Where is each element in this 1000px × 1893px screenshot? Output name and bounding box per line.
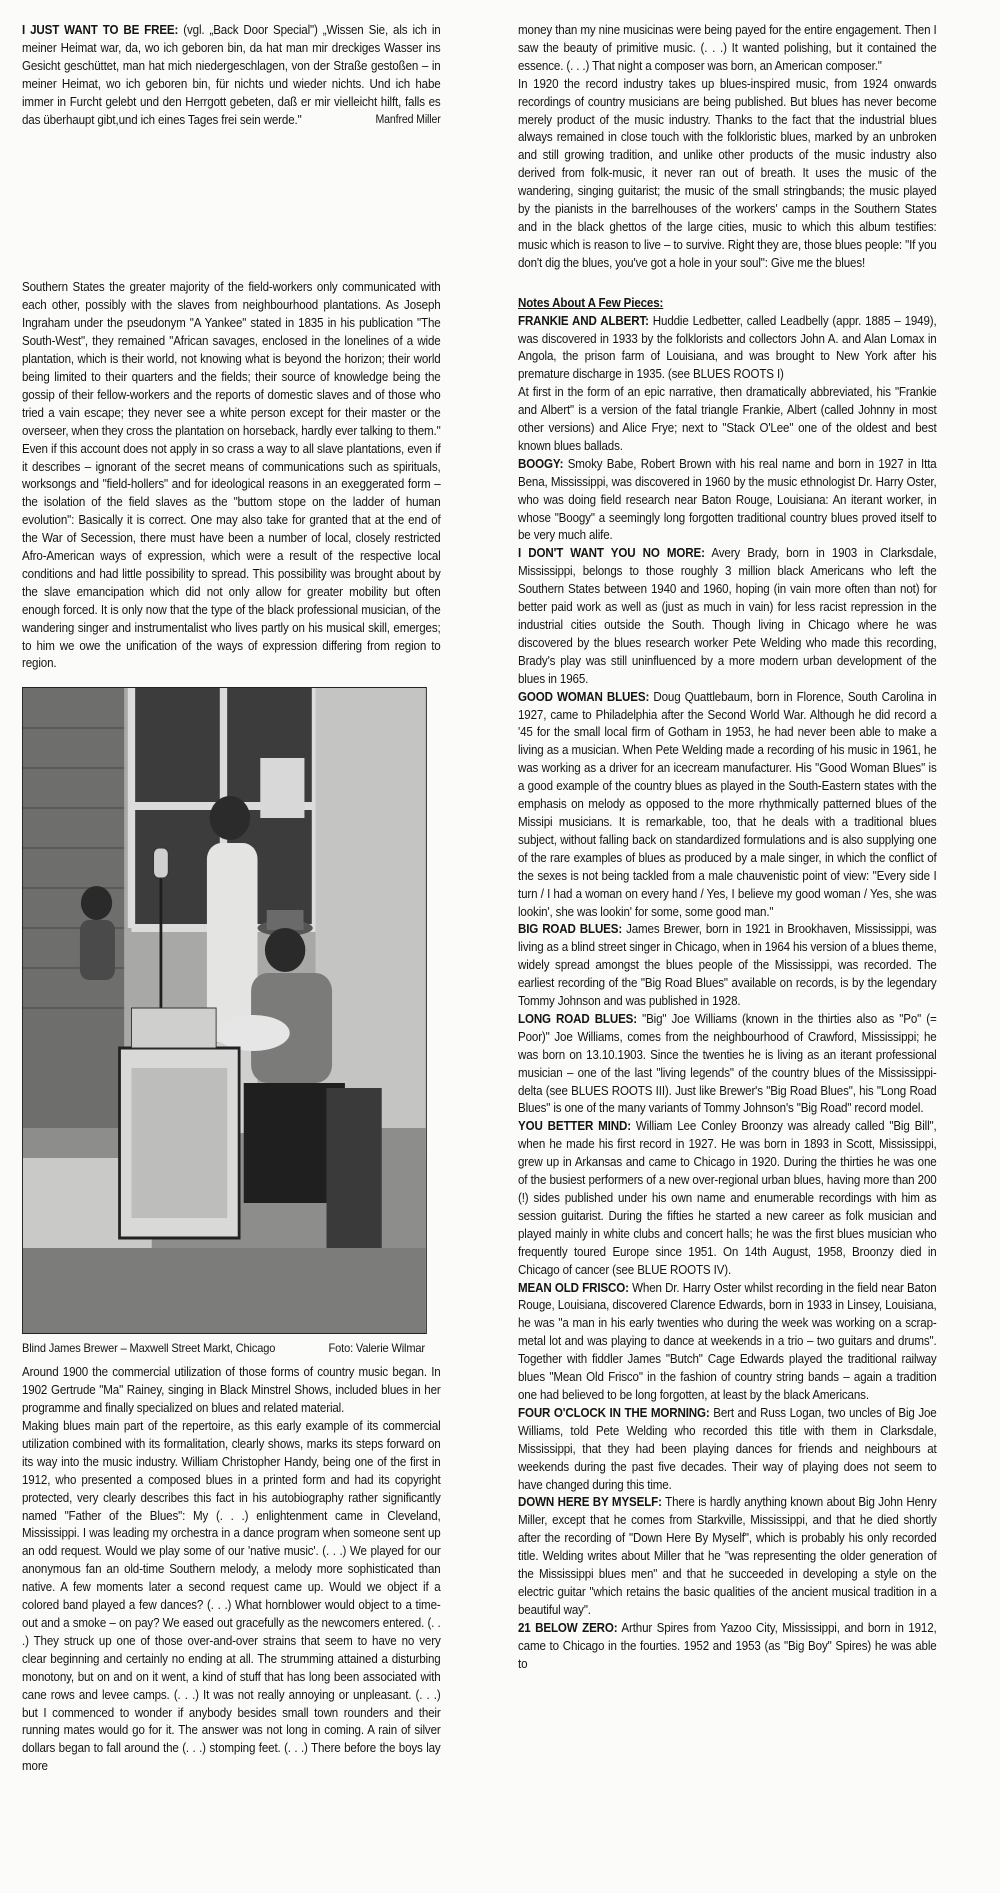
note-item bbox=[518, 1280, 937, 1405]
caption-text: Blind James Brewer – Maxwell Street Markt, Chicago bbox=[22, 1341, 276, 1356]
note-item bbox=[518, 1011, 937, 1118]
body-paragraph: Southern States the greater majority of the field-workers only communicated with each other, possibly with the slaves from neighbourhood plantations. As Joseph Ingraham under the pseudonym "A Yankee" stated in 1835 in his publication "The South-West", they remained "African savages, enclosed in the lonelines of a wide plantation, which is their world, not knowing what is beyond the horizon; their world being limited to their quarters and the fields; their source of knowledge being the gossip of their fellow-workers and the reports of domestic slaves and of those who tried a vain escape; they never see a white person except for their master or the overseer, when they cross the plantation on horseback, hardly ever talking to them." Even if this account does not apply in so crass a way to all slave plantations, even if it describes – ignorant of the secret means of communications such as spirituals, worksongs and "field-hollers" and for ideological reasons in an exeggerated form – the isolation of the field slaves as the "buttom stope on the ladder of human evolution": Basically it is correct. One may also take for granted that at the end of the War of Secession, there must have been a number of local, closely restricted Afro-American ways of expression, which were a result of the respective local conditions and had little possibility to spread. This possibility was brought about by the slave emancipation which did not only allow for greater mobility but often enough forced. It is only now that the type of the black professional musician, of the wandering singer and instrumentalist who lives partly on his musical skill, emerges; to him we owe the unification of the ways of expression differing from region to region. bbox=[22, 280, 441, 671]
note-text: James Brewer, born in 1921 in Brookhaven, Mississippi, was living as a blind street singer in Chicago, when in 1964 his version of a blues theme, widely spread amongst the blues people of the Mississippi, was recorded. The earliest recording of the "Big Road Blues" available on records, is by the legendary Tommy Johnson and was published in 1928. bbox=[518, 922, 937, 1009]
note-text: Avery Brady, born in 1903 in Clarksdale, Mississippi, belongs to those roughly 3 million black Americans who left the Southern States between 1940 and 1960, hoping (in vain more often than not) for better paid work as well as (just as much in vain) for less racist repression in the industrial cities outside the South. Though living in Chicago where he was discovered by the blues research worker Pete Welding who made this recording, Brady's play was still uninfluenced by a more modern urban development of the blues in 1965. bbox=[518, 546, 937, 686]
photo-caption bbox=[22, 1340, 425, 1358]
body-paragraph: Making blues main part of the repertoire, as this early example of its commercial utilization combined with its formalitation, clearly shows, marks its steps forward on its way into the music industry. William Christopher Handy, being one of the first in 1912, who presented a composed blues in a printed form and had its copyright protected, very clearly describes this fact in his autobiography rather significantly named "Father of the Blues": My (. . .) enlightenment came in Cleveland, Mississippi. I was leading my orchestra in a dance program when someone sent up an odd request. Would we play some of our 'native music'. (. . .) We played for our anonymous fan an old-time Southern melody, a melody more sophisticated than native. A few moments later a second request came up. Would we object if a colored band played a few dances? (. . .) What hornblower would object to a time-out and a smoke – on pay? We eased out gracefully as the newcomers entered. (. . .) They struck up one of those over-and-over strains that seem to have no very clear beginning and certainly no ending at all. The strumming attained a disturbing monotony, but on and on it went, a kind of stuff that has long been associated with cane rows and levee camps. (. . .) It was not really annoying or unpleasant. (. . .) but I commenced to wonder if anybody besides small town rounders and their running mates would go for it. The answer was not long in coming. A rain of silver dollars began to fall around the (. . .) stomping feet. (. . .) There before the boys lay more bbox=[22, 1419, 441, 1774]
note-item bbox=[518, 1620, 937, 1674]
body-paragraph: money than my nine musicinas were being payed for the entire engagement. Then I saw the beauty of primitive music. (. . .) It wanted polishing, but it contained the essence. (. . .) That night a composer was born, an American composer." bbox=[518, 23, 937, 73]
photo-block bbox=[22, 687, 425, 1358]
quote-lead: I JUST WANT TO BE FREE: bbox=[22, 23, 179, 37]
body-paragraph: Around 1900 the commercial utilization of those forms of country music began. In 1902 Gertrude "Ma" Rainey, singing in Black Minstrel Shows, included blues in her programme and finally specialized on blues and related material. bbox=[22, 1365, 441, 1416]
notes-title: Notes About A Few Pieces: bbox=[518, 295, 664, 310]
note-item bbox=[518, 1494, 937, 1619]
note-heading: FOUR O'CLOCK IN THE MORNING: bbox=[518, 1405, 710, 1420]
note-heading: LONG ROAD BLUES: bbox=[518, 1011, 637, 1026]
note-item bbox=[518, 689, 937, 922]
quote-text: (vgl. „Back Door Special") „Wissen Sie, als ich in meiner Heimat war, da, wo ich geboren bin, da hat man mir dreckiges Wasser ins Gesicht geschüttet, man hat mich niedergeschlagen, von der Straße gestoßen – in meiner Heimat, wo ich geboren bin, für nichts und wieder nichts. Und ich habe immer in Furcht gelebt und den Herrgott gebeten, daß er mir vielleicht hilft, falls es das überhaupt gibt,und ich eines Tages frei sein werde." bbox=[22, 23, 441, 127]
note-heading: FRANKIE AND ALBERT: bbox=[518, 313, 649, 328]
note-heading: MEAN OLD FRISCO: bbox=[518, 1280, 629, 1295]
german-quote bbox=[22, 22, 441, 129]
body-paragraph: In 1920 the record industry takes up blues-inspired music, from 1924 onwards recordings of country musicians are being published. But blues has never become merely product of the music industry. Thanks to the fact that the industrial blues always remained in close touch with the folkloristic blues, marked by an unbroken and still growing tradition, and unlike other products of the music industry also derived from folk-music, it never ran out of breath. It uses the music of the wandering, singing guitarist; the music of the small stringbands; the music played by the pianists in the barrelhouses of the workers' camps in the Southern States and in the black ghettos of the large cities, music to which this album testifies: music which is reason to live – to survive. Right they are, those blues people: "If you don't dig the blues, you've got a hole in your soul": Give me the blues! bbox=[518, 76, 937, 270]
left-column bbox=[22, 22, 441, 1776]
note-text: Arthur Spires from Yazoo City, Mississippi, and born in 1912, came to Chicago in the fourties. 1952 and 1953 (as "Big Boy" Spires) he was able to bbox=[518, 1620, 937, 1671]
note-heading: GOOD WOMAN BLUES: bbox=[518, 689, 650, 704]
note-heading: BIG ROAD BLUES: bbox=[518, 922, 623, 937]
note-item bbox=[518, 384, 937, 456]
photo-illustration bbox=[23, 688, 426, 1333]
quote-author: Manfred Miller bbox=[375, 113, 441, 126]
note-item bbox=[518, 1118, 937, 1279]
note-text: "Big" Joe Williams (known in the thirties also as "Po" (= Poor)" Joe Williams, comes from the neighbourhood of Crawford, Mississippi; he was born on 13.10.1903. Since the twenties he is living as an iterant professional musician – one of the last "living legends" of the country blues of the Mississippi-delta (see BLUES ROOTS III). Just like Brewer's "Big Road Blues", his "Long Road Blues" is one of the many variants of Tommy Johnson's "Big Road" record model. bbox=[518, 1011, 937, 1116]
note-text: There is hardly anything known about Big John Henry Miller, except that he comes from Starkville, Mississippi, and that he died shortly after the recording of "Down Here By Myself", which is probably his only recorded title. Welding writes about Miller that he "was representing the older generation of the Mississippi blues men" and that he succeeded in developing a style on the electric guitar "which retains the basic qualities of the ancient musical tradition in a beautiful way". bbox=[518, 1495, 937, 1617]
note-text: Huddie Ledbetter, called Leadbelly (appr. 1885 – 1949), was discovered in 1933 by the folklorists and collectors John A. and Alan Lomax in Angola, the prison farm of Louisiana, and was brought to New York after his premature discharge in 1935. (see BLUES ROOTS I) bbox=[518, 313, 937, 382]
note-item bbox=[518, 921, 937, 1011]
photo-credit: Foto: Valerie Wilmar bbox=[328, 1341, 425, 1356]
note-text: Bert and Russ Logan, two uncles of Big Joe Williams, told Pete Welding who recorded this title with them in Clarksdale, Mississippi, that they had been playing dances for friends and neighbours at weekends during the past five decades. Their way of playing does not seem to have changed during this time. bbox=[518, 1405, 937, 1492]
note-heading: DOWN HERE BY MYSELF: bbox=[518, 1495, 662, 1510]
note-text: William Lee Conley Broonzy was already called "Big Bill", when he made his first record in 1927. He was born in 1893 in Scott, Mississippi, grew up in Arkansas and came to Chicago in 1920. During the thirties he was one of the busiest performers of a new over-regional urban blues, having more than 200 (!) sides published under his own name and enumerable recordings with him as session guitarist. During the fifties he started a new career as folk musician and played mainly in white clubs and concert halls; he was the first blues musician who frequently toured Europe since 1951. On 14th August, 1958, Broonzy died in Chicago of cancer (see BLUE ROOTS IV). bbox=[518, 1119, 937, 1277]
note-heading: I DON'T WANT YOU NO MORE: bbox=[518, 546, 705, 561]
street-musician-photo bbox=[22, 687, 427, 1334]
note-heading: 21 BELOW ZERO: bbox=[518, 1620, 618, 1635]
notes-list bbox=[518, 313, 937, 1674]
note-item bbox=[518, 1405, 937, 1495]
note-heading: YOU BETTER MIND: bbox=[518, 1119, 631, 1134]
note-item bbox=[518, 545, 937, 688]
note-text: Doug Quattlebaum, born in Florence, South Carolina in 1927, came to Philadelphia after the Second World War. Although he did record a '45 for the small local firm of Gotham in 1953, he had never been able to make a living as a musician. When Pete Welding made a recording of his music in 1961, he was working as a driver for an icecream manufacturer. His "Good Woman Blues" is a good example of the country blues as played in the South-Eastern states with the emphasis on melody as opposed to the more rhythmically patterned blues of the Missipi musicians. It is remarkable, too, that he deals with a traditional blues subject, without falling back on standardized formulations and is also supplying one of the rare examples of blues as produced by a male singer, in which the conflict of the sexes is not being tackled from a male chauvenistic point of view: "Every side I turn / I had a woman on every hand / Yes, I believe my good woman / Yes, she was lookin', she was lookin' for some, some good man." bbox=[518, 689, 937, 919]
note-item bbox=[518, 456, 937, 546]
note-text: When Dr. Harry Oster whilst recording in the field near Baton Rouge, Louisiana, discovered Clarence Edwards, born in 1933 in Linsey, Louisiana, he was "a man in his early twenties who during the week was working on a scrap-metal lot and was playing to dance at weekends in a trio – two guitars and drums". Together with fiddler James "Butch" Cage Edwards played the traditional railway blues "Mean Old Frisco" in the fashion of country string bands – again a tradition one had believed to be long forgotten, at least by the black Americans. bbox=[518, 1280, 937, 1402]
note-heading: BOOGY: bbox=[518, 456, 564, 471]
right-column bbox=[518, 22, 937, 1673]
note-text: Smoky Babe, Robert Brown with his real name and born in 1927 in Itta Bena, Mississippi, was discovered in 1960 by the music ethnologist Dr. Harry Oster, who was doing field research near Baton Rouge, Louisiana: An iterant worker, in whose "Boogy" a seemingly long forgotten traditional country blues proved itself to be very much alife. bbox=[518, 456, 937, 543]
note-text: At first in the form of an epic narrative, then dramatically abbreviated, his "Frankie and Albert" is a version of the fatal triangle Frankie, Albert (called Johnny in most other versions) and Alice Frye; next to "Stack O'Lee" one of the oldest and best known blues ballads. bbox=[518, 385, 937, 453]
note-item bbox=[518, 313, 937, 385]
